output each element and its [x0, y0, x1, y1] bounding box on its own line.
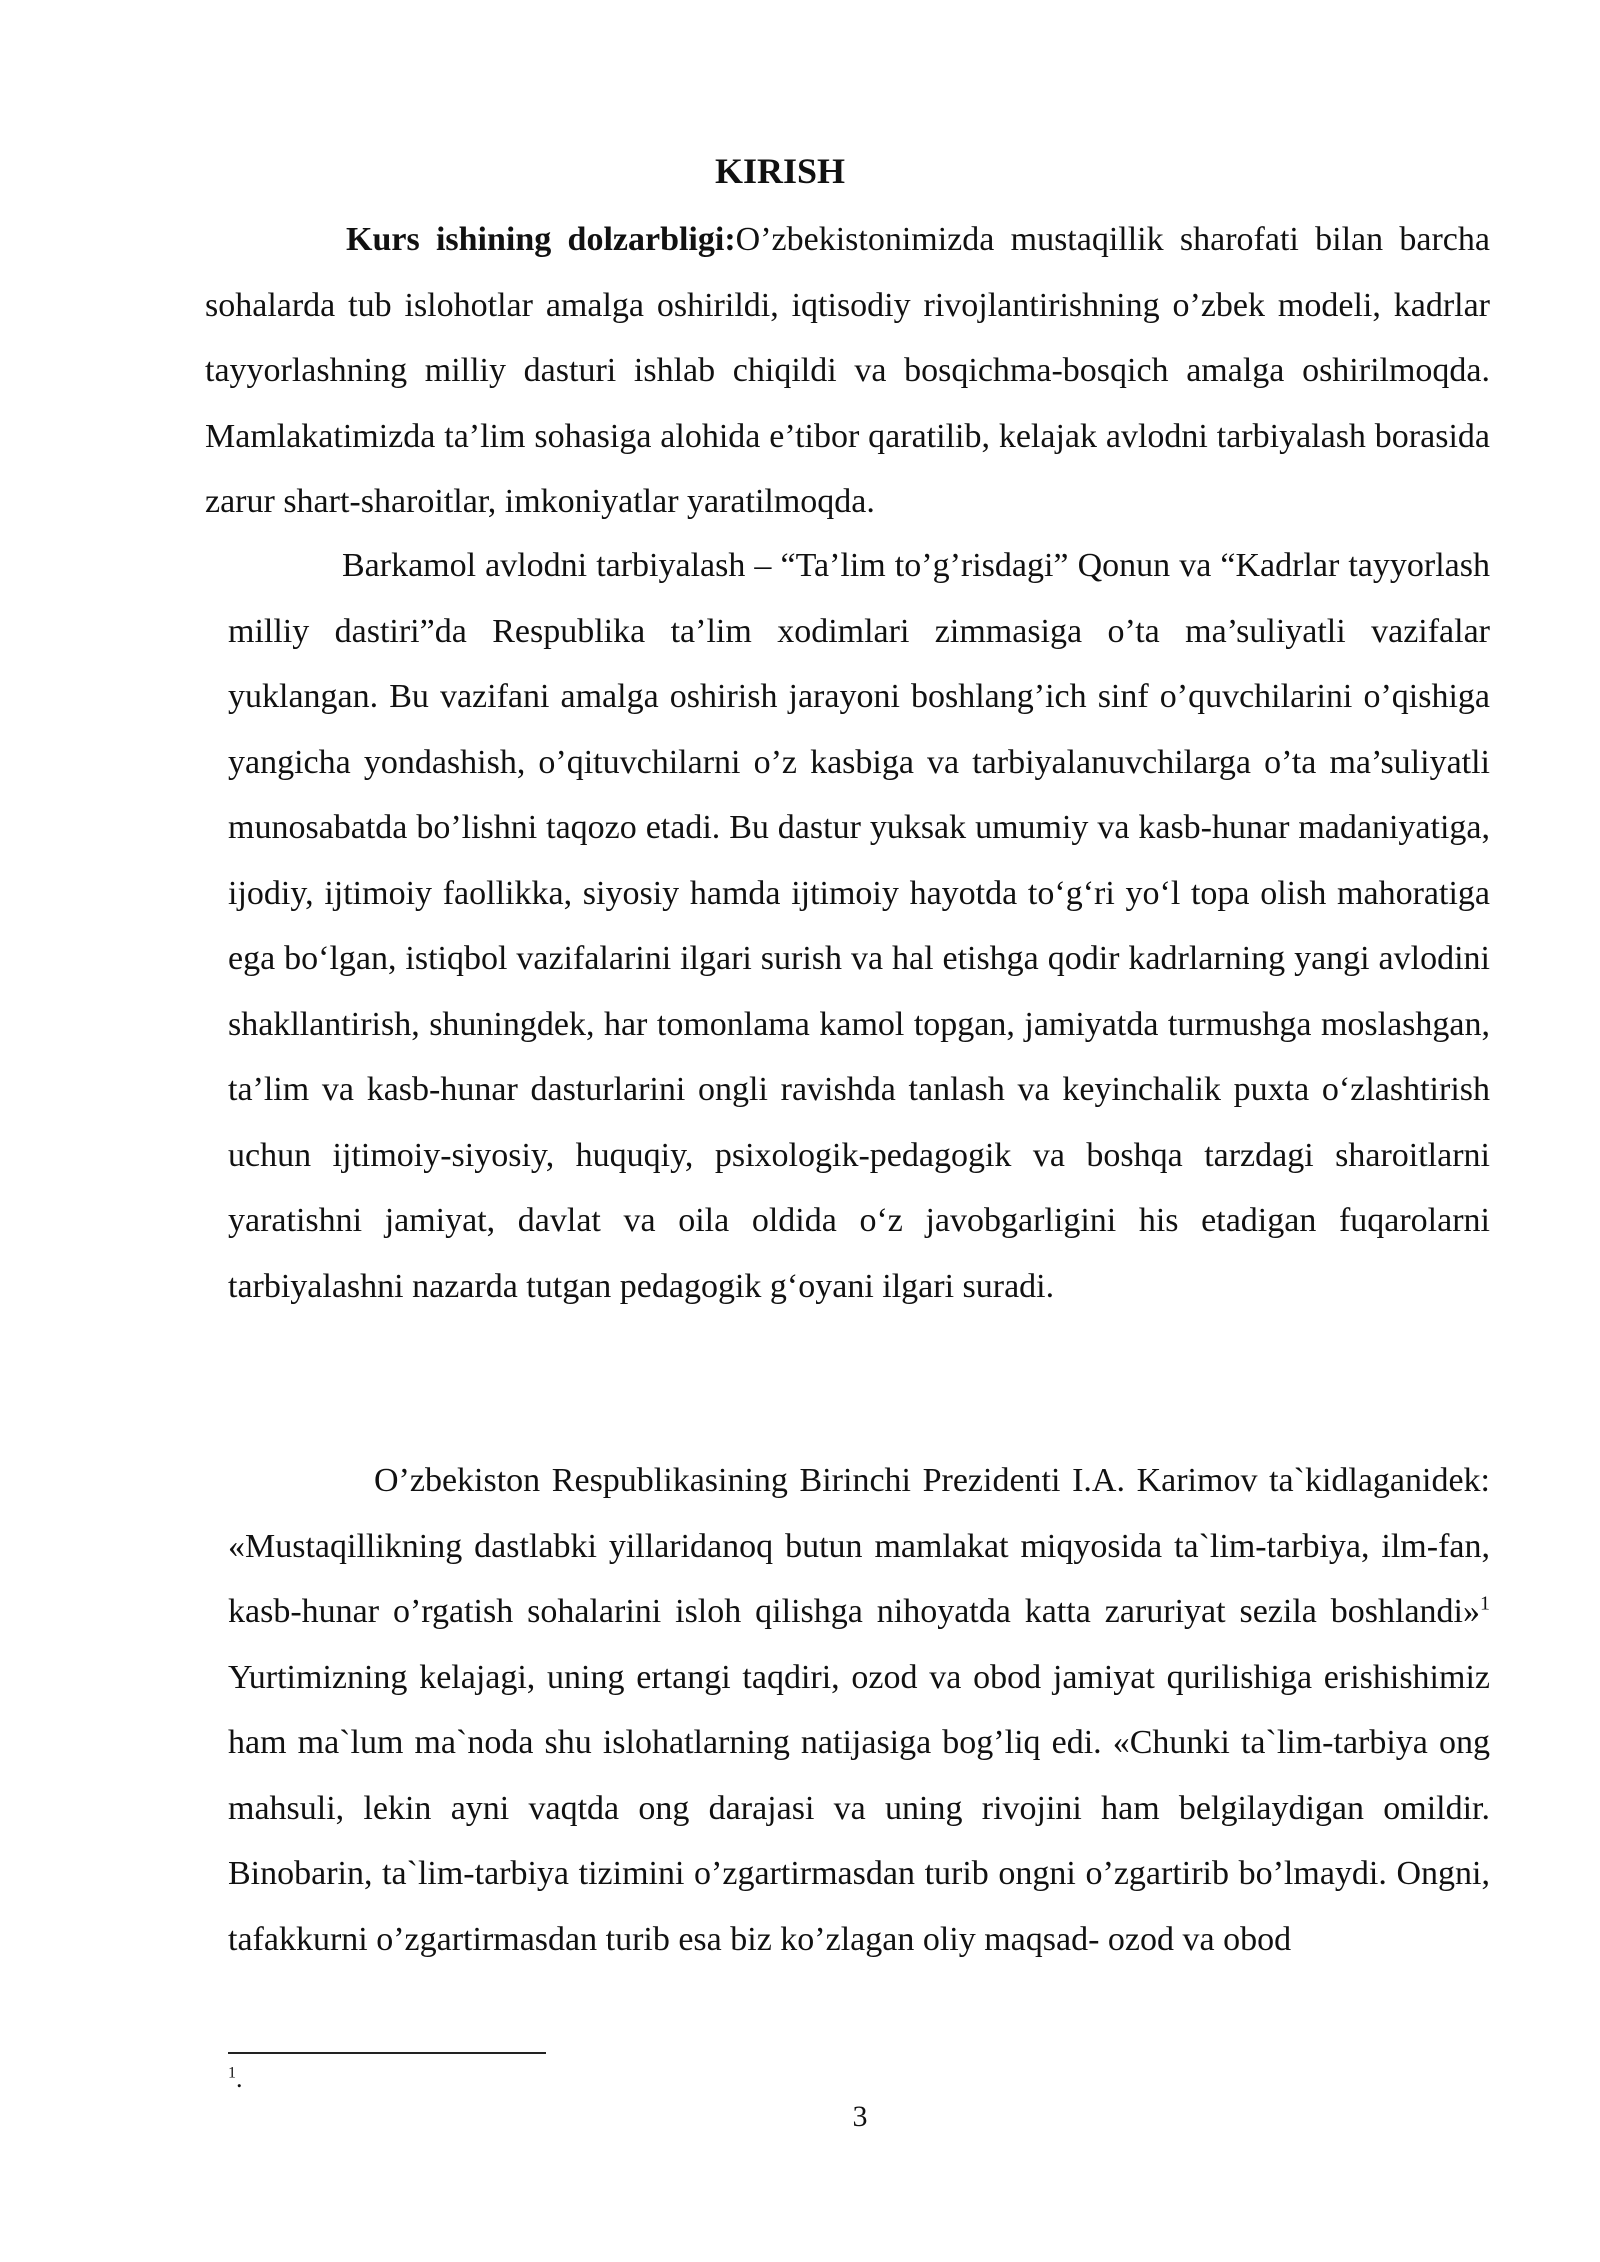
footnote: [228, 2064, 243, 2094]
quote-continuation: Yurtimizning kelajagi, uning ertangi taqdiri, ozod va obod jamiyat qurilishiga erishishimiz ham ma`lum ma`noda shu islohatlarning natijasiga bog’liq edi. «Chunki ta`lim-tarbiya ong mahsuli, lekin ayni vaqtda ong darajasi va uning rivojini ham belgilaydigan omildir. Binobarin, ta`lim-tarbiya tizimini o’zgartirmasdan turib ongni o’zgartirib bo’lmaydi. Ongni, tafakkurni o’zgartirmasdan turib esa biz ko’zlagan oliy maqsad- ozod va obod: [228, 1658, 1490, 1958]
page-number: 3: [852, 2100, 868, 2133]
paragraph-relevance: [205, 207, 1490, 535]
section-title: KIRISH: [714, 151, 846, 191]
footnote-separator: [228, 2052, 546, 2054]
paragraph-karimov-quote: [228, 1448, 1490, 1972]
relevance-text: O’zbekistonimizda mustaqillik sharofati bilan barcha sohalarda tub islohotlar amalga oshirildi, iqtisodiy rivojlantirishning o’zbek modeli, kadrlar tayyorlashning milliy dasturi ishlab chiqildi va bosqichma-bosqich amalga oshirilmoqda. Mamlakatimizda ta’lim sohasiga alohida e’tibor qaratilib, kelajak avlodni tarbiyalash borasida zarur shart-sharoitlar, imkoniyatlar yaratilmoqda.: [205, 221, 1490, 520]
footnote-text: .: [236, 2064, 243, 2093]
quote-text: O’zbekiston Respublikasining Birinchi Prezidenti I.A. Karimov ta`kidlaganidek: «Mustaqillikning dastlabki yillaridanoq butun mamlakat miqyosida ta`lim-tarbiya, ilm-fan, kasb-hunar o’rgatish sohalarini isloh qilishga nihoyatda katta zaruriyat sezila boshlandi»: [228, 1462, 1490, 1630]
paragraph-education-tasks: Barkamol avlodni tarbiyalash – “Ta’lim to’g’risdagi” Qonun va “Kadrlar tayyorlash milliy dastiri”da Respublika ta’lim xodimlari zimmasiga o’ta ma’suliyatli vazifalar yuklangan. Bu vazifani amalga oshirish jarayoni boshlang’ich sinf o’quvchilarini o’qishiga yangicha yondashish, o’qituvchilarni o’z kasbiga va tarbiyalanuvchilarga o’ta ma’suliyatli munosabatda bo’lishni taqozo etadi. Bu dastur yuksak umumiy va kasb-hunar madaniyatiga, ijodiy, ijtimoiy faollikka, siyosiy hamda ijtimoiy hayotda to‘g‘ri yo‘l topa olish mahoratiga ega bo‘lgan, istiqbol vazifalarini ilgari surish va hal etishga qodir kadrlarning yangi avlodini shakllantirish, shuningdek, har tomonlama kamol topgan, jamiyatda turmushga moslashgan, ta’lim va kasb-hunar dasturlarini ongli ravishda tanlash va keyinchalik puxta o‘zlashtirish uchun ijtimoiy-siyosiy, huquqiy, psixologik-pedagogik va boshqa tarzdagi sharoitlarni yaratishni jamiyat, davlat va oila oldida o‘z javobgarligini his etadigan fuqarolarni tarbiyalashni nazarda tutgan pedagogik g‘oyani ilgari suradi.: [228, 547, 1490, 1305]
footnote-mark: 1: [228, 2064, 236, 2082]
footnote-reference[interactable]: 1: [1480, 1592, 1490, 1615]
relevance-lead: Kurs ishining dolzarbligi:: [346, 221, 736, 258]
